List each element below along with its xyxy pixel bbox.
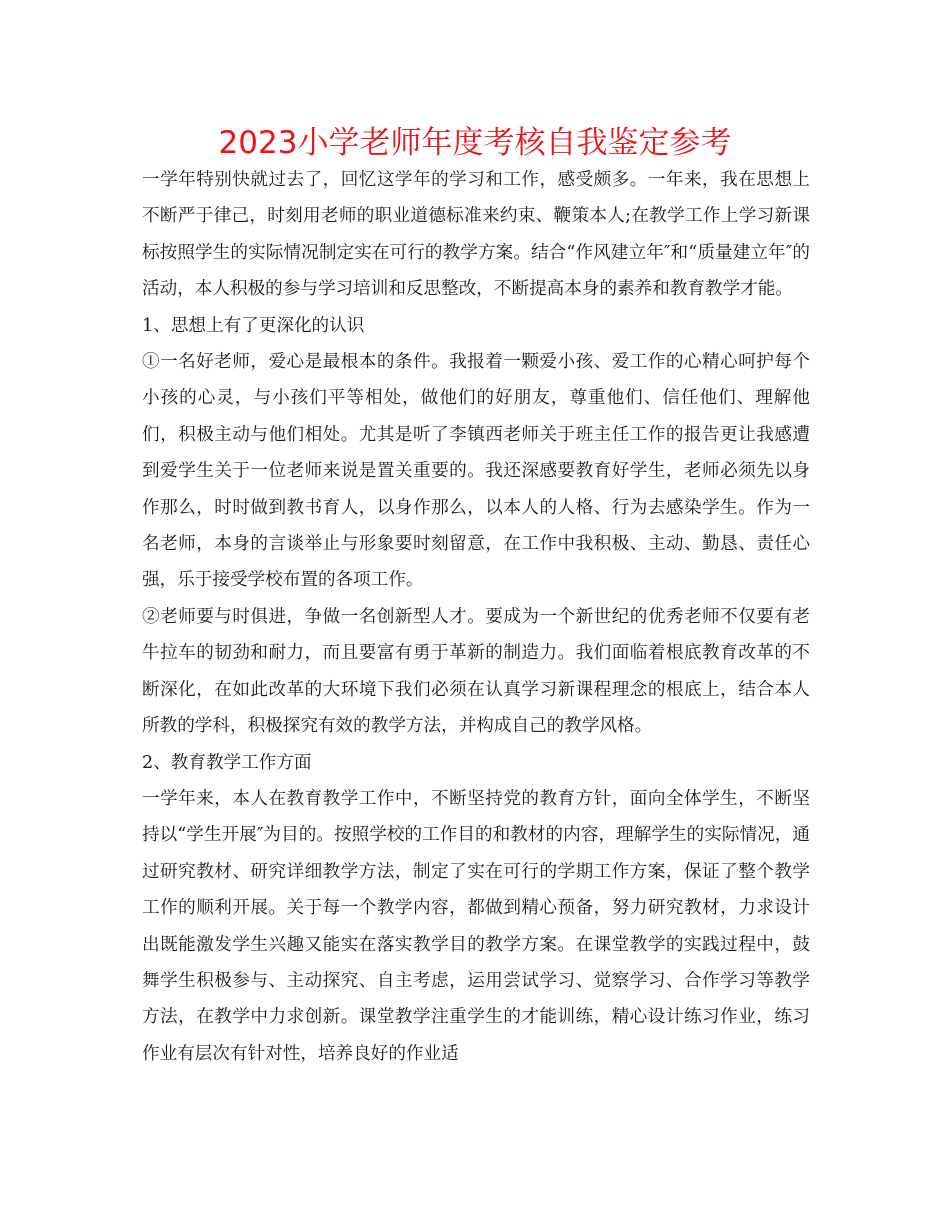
document-body [142, 162, 810, 1072]
paragraph-intro: 一学年特别快就过去了，回忆这学年的学习和工作，感受颇多。一年来，我在思想上不断严于律己，时刻用老师的职业道德标准来约束、鞭策本人;在教学工作上学习新课标按照学生的实际情况制定实在可行的教学方案。结合“作风建立年″和“质量建立年″的活动，本人积极的参与学习培训和反思整改，不断提高本身的素养和教育教学才能。 [142, 170, 810, 300]
paragraph-point-2: ②老师要与时俱进，争做一名创新型人才。要成为一个新世纪的优秀老师不仅要有老牛拉车的韧劲和耐力，而且要富有勇于革新的制造力。我们面临着根底教育改革的不断深化，在如此改革的大环境下我们必须在认真学习新课程理念的根底上，结合本人所教的学科，积极探究有效的教学方法，并构成自己的教学风格。 [142, 606, 810, 737]
section-heading-2: 2、教育教学工作方面 [142, 752, 312, 773]
paragraph-point-1: ①一名好老师，爱心是最根本的条件。我报着一颗爱小孩、爱工作的心精心呵护每个小孩的心灵，与小孩们平等相处，做他们的好朋友，尊重他们、信任他们、理解他们，积极主动与他们相处。尤其是听了李镇西老师关于班主任工作的报告更让我感遭到爱学生关于一位老师来说是置关重要的。我还深感要教育好学生，老师必须先以身作那么，时时做到教书育人，以身作那么，以本人的人格、行为去感染学生。作为一名老师，本身的言谈举止与形象要时刻留意，在工作中我积极、主动、勤恳、责任心强，乐于接受学校布置的各项工作。 [142, 352, 810, 591]
section-heading-1: 1、思想上有了更深化的认识 [142, 315, 365, 336]
paragraph-teaching: 一学年来，本人在教育教学工作中，不断坚持党的教育方针，面向全体学生，不断坚持以“学生开展″为目的。按照学校的工作目的和教材的内容，理解学生的实际情况，通过研究教材、研究详细教学方法，制定了实在可行的学期工作方案，保证了整个教学工作的顺利开展。关于每一个教学内容，都做到精心预备，努力研究教材，力求设计出既能激发学生兴趣又能实在落实教学目的教学方案。在课堂教学的实践过程中，鼓舞学生积极参与、主动探究、自主考虑，运用尝试学习、觉察学习、合作学习等教学方法，在教学中力求创新。课堂教学注重学生的才能训练，精心设计练习作业，练习作业有层次有针对性，培养良好的作业适 [142, 788, 810, 1064]
document-title: 2023小学老师年度考核自我鉴定参考 [218, 125, 732, 161]
